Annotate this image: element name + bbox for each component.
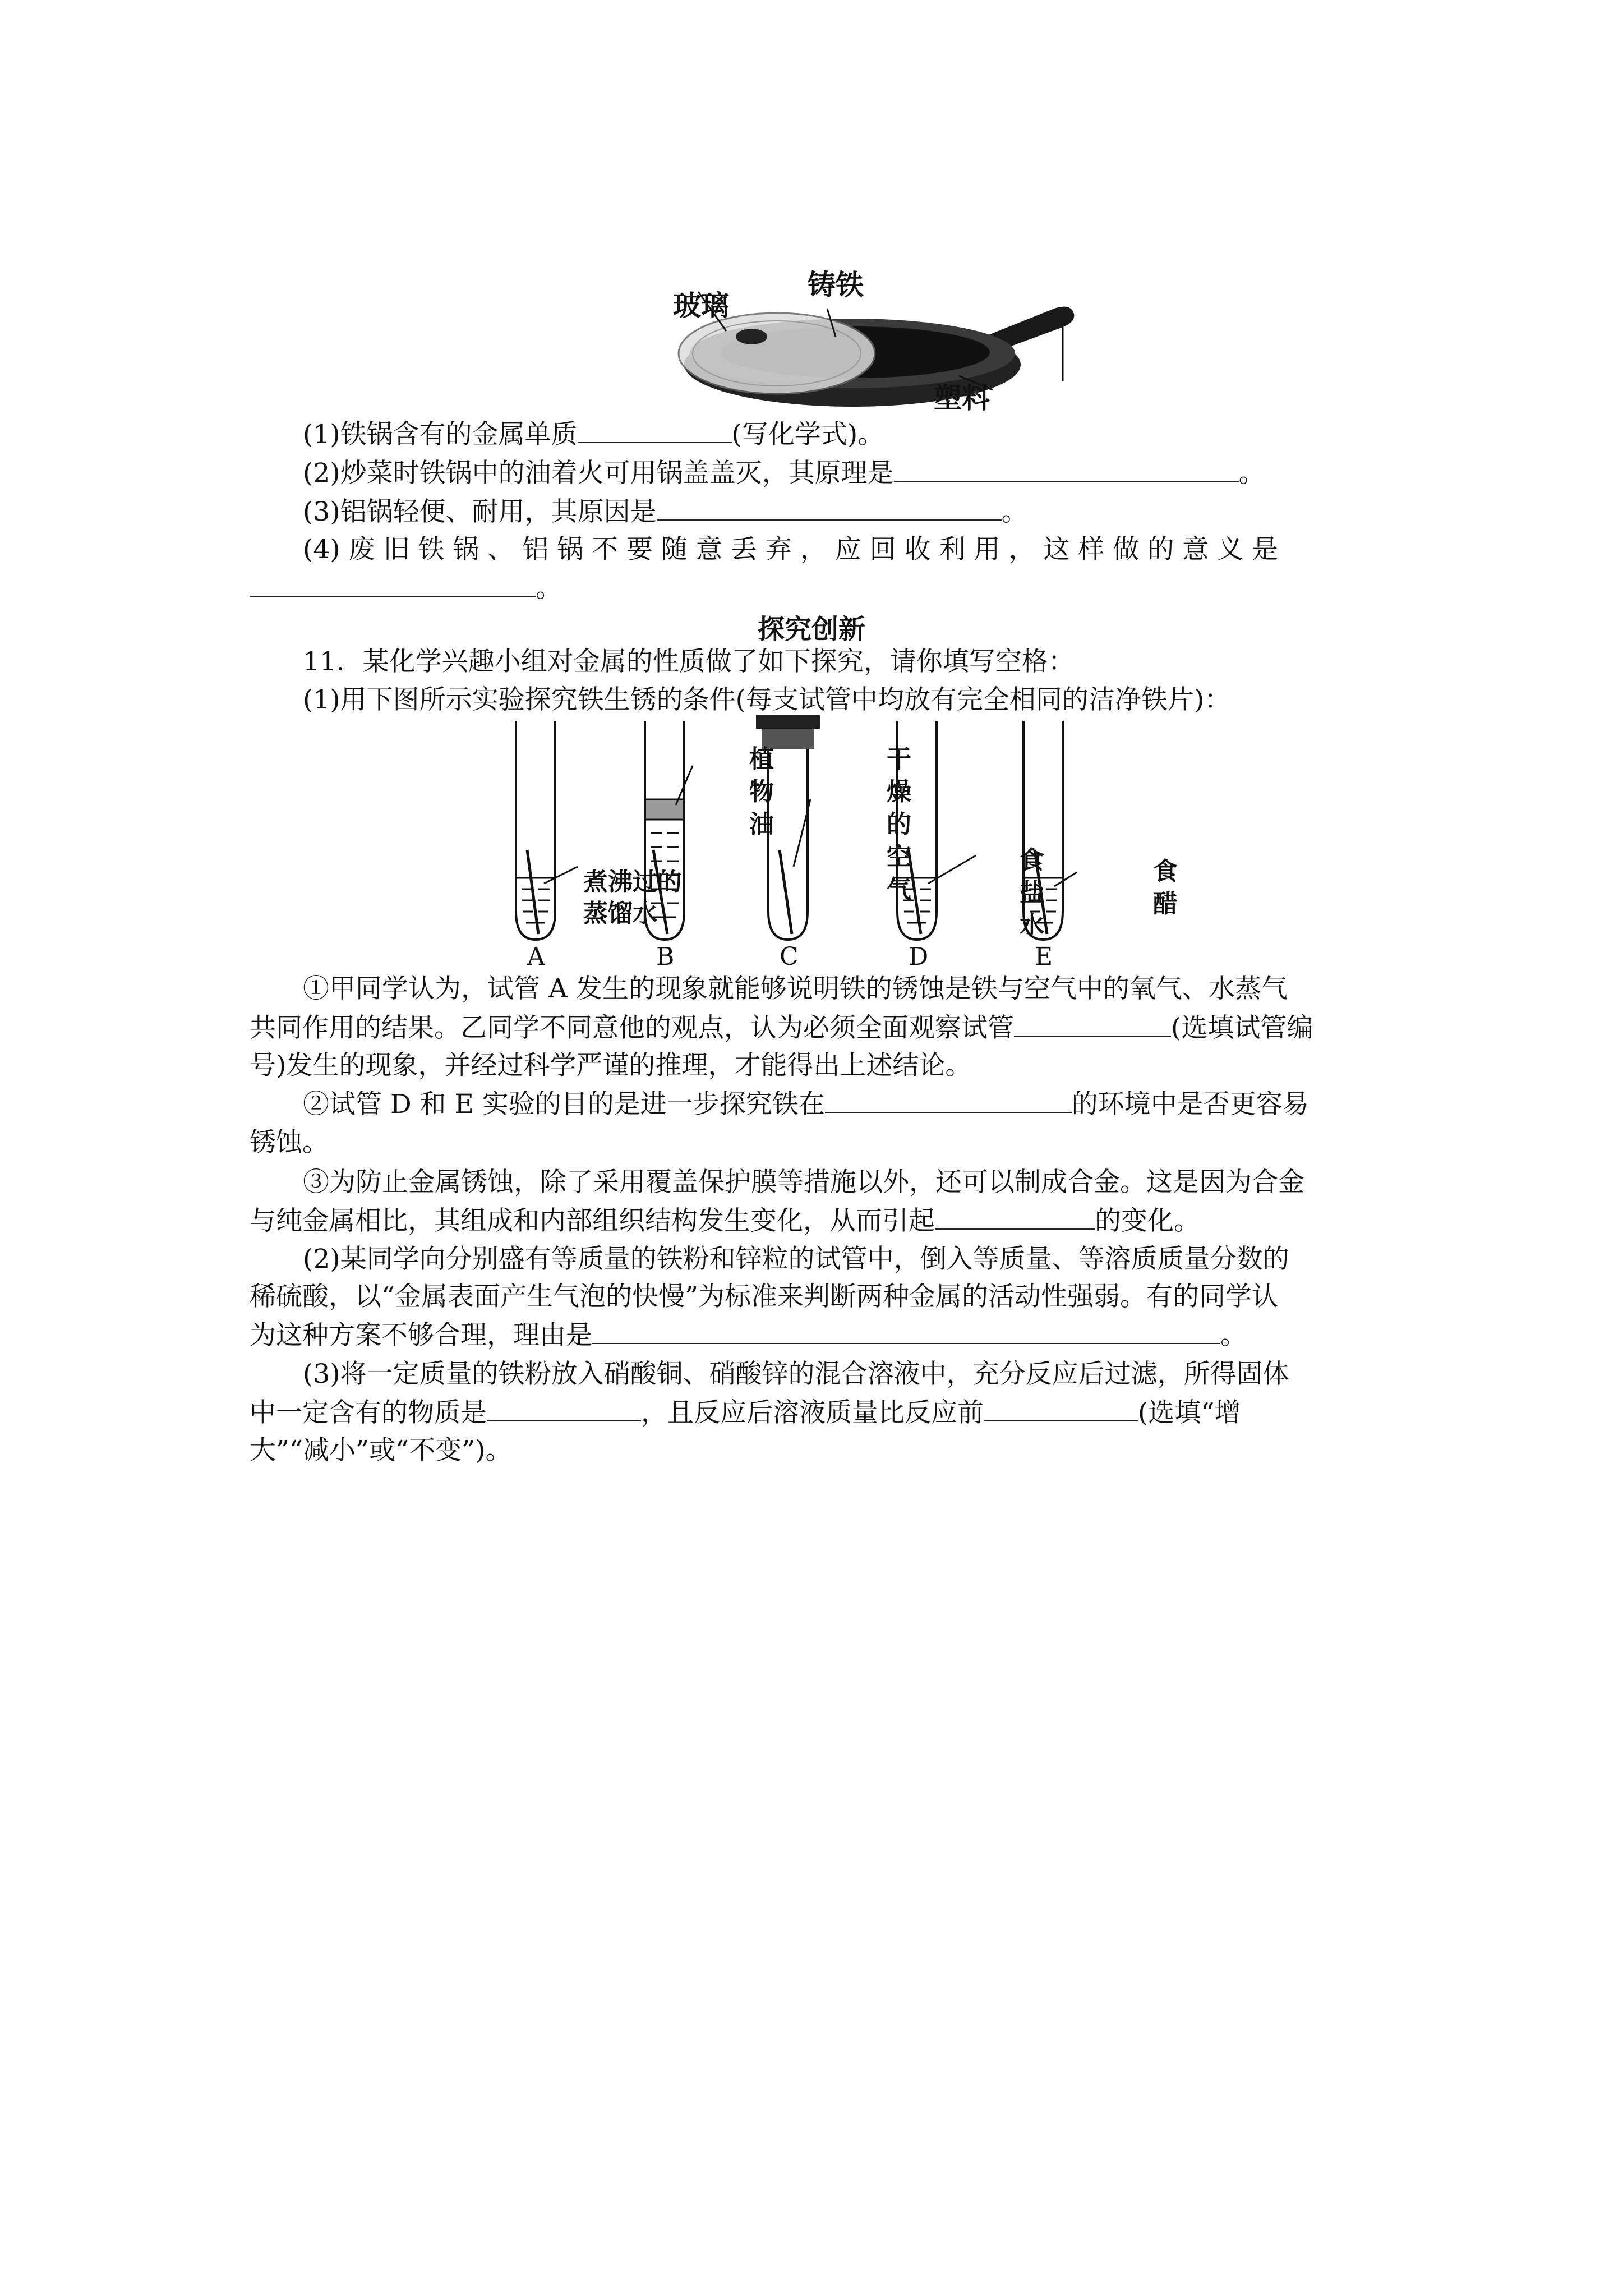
q11-p2-line1: (2)某同学向分别盛有等质量的铁粉和锌粒的试管中，倒入等质量、等溶质质量分数的 (303, 1244, 1289, 1274)
q11-p3-line3: 大”“减小”或“不变”)。 (250, 1435, 512, 1466)
answer-blank[interactable] (825, 1087, 1072, 1113)
answer-blank[interactable] (1014, 1011, 1171, 1037)
q11-p2-line3-text: 为这种方案不够合理，理由是 (250, 1320, 592, 1351)
frying-pan-illustration (667, 269, 1094, 415)
q11-s3-line2-text: 与纯金属相比，其组成和内部组织结构发生变化，从而引起 (250, 1205, 935, 1236)
tube-a-label (583, 867, 682, 930)
answer-blank[interactable] (250, 571, 536, 597)
q10-item-2 (303, 456, 1265, 490)
q11-s3-line1: ③为防止金属锈蚀，除了采用覆盖保护膜等措施以外，还可以制成合金。这是因为合金 (303, 1167, 1304, 1198)
answer-blank[interactable] (935, 1204, 1095, 1230)
q10-item-4 (303, 533, 1278, 567)
tube-e-label: 食醋 (1153, 857, 1178, 918)
tube-a-label-line1: 煮沸过的 (583, 868, 682, 896)
q11-p3-line2-mid: ，且反应后溶液质量比反应前 (641, 1397, 984, 1428)
section-title: 探究创新 (757, 614, 865, 645)
q10-item2-text: (2)炒菜时铁锅中的油着火可用锅盖盖灭，其原理是 (303, 458, 894, 489)
q11-s1-line1: ①甲同学认为，试管 A 发生的现象就能够说明铁的锈蚀是铁与空气中的氧气、水蒸气 (303, 973, 1288, 1004)
q11-p2-line3 (250, 1318, 1247, 1352)
q11-p2-line3-suffix: 。 (1220, 1320, 1247, 1351)
answer-blank[interactable] (657, 495, 1002, 521)
q10-item3-text: (3)铝锅轻便、耐用，其原因是 (303, 496, 657, 527)
label-glass: 玻璃 (673, 289, 729, 322)
q11-s2-line1 (303, 1087, 1309, 1121)
answer-blank[interactable] (984, 1396, 1138, 1421)
q11-s2-line1-text: ②试管 D 和 E 实验的目的是进一步探究铁在 (303, 1089, 825, 1120)
q10-item-3 (303, 495, 1028, 529)
q10-item2-suffix: 。 (1238, 458, 1265, 489)
answer-blank[interactable] (894, 456, 1239, 482)
q10-item-4-line2 (250, 571, 562, 605)
q10-item1-suffix: (写化学式)。 (731, 419, 884, 450)
tube-c-label: 干燥的空气 (887, 745, 911, 904)
test-tubes-illustration (482, 715, 1155, 984)
q11-s1-line2-suffix: (选填试管编 (1171, 1013, 1313, 1043)
tube-a-label-line2: 蒸馏水 (583, 899, 657, 928)
answer-blank[interactable] (592, 1318, 1220, 1344)
q10-item4-text: (4) 废 旧 铁 锅 、 铝 锅 不 要 随 意 丢 弃 ， 应 回 收 利 用 ， 这 样 做 的 意 义 是 (303, 534, 1278, 565)
q11-p2-line2: 稀硫酸，以“金属表面产生气泡的快慢”为标准来判断两种金属的活动性强弱。有的同学认 (250, 1281, 1279, 1312)
q11-p3-line2-text: 中一定含有的物质是 (250, 1397, 487, 1428)
q11-intro: 11．某化学兴趣小组对金属的性质做了如下探究，请你填写空格： (303, 646, 1075, 677)
label-plastic: 塑料 (934, 382, 990, 415)
q11-p3-line2-suffix: (选填“增 (1138, 1397, 1241, 1428)
q11-s3-line2 (250, 1204, 1200, 1238)
tube-d-label: 食盐水 (1020, 846, 1044, 940)
q11-p3-line1: (3)将一定质量的铁粉放入硝酸铜、硝酸锌的混合溶液中，充分反应后过滤，所得固体 (303, 1359, 1289, 1389)
tube-b-letter: B (656, 942, 675, 971)
tube-e-letter: E (1035, 942, 1053, 971)
tube-b-label: 植物油 (749, 745, 774, 839)
q11-s1-line2-text: 共同作用的结果。乙同学不同意他的观点，认为必须全面观察试管 (250, 1013, 1014, 1043)
tube-d-letter: D (909, 942, 929, 971)
q11-s1-line3: 号)发生的现象，并经过科学严谨的推理，才能得出上述结论。 (250, 1050, 972, 1081)
label-cast-iron: 铸铁 (808, 269, 864, 301)
q11-s3-line2-suffix: 的变化。 (1095, 1205, 1200, 1236)
answer-blank[interactable] (578, 417, 732, 443)
q10-item3-suffix: 。 (1001, 496, 1028, 527)
answer-blank[interactable] (487, 1396, 641, 1421)
tube-a-letter: A (527, 942, 545, 971)
tube-c-letter: C (780, 942, 799, 971)
q11-p3-line2 (250, 1396, 1241, 1430)
q11-part1: (1)用下图所示实验探究铁生锈的条件(每支试管中均放有完全相同的洁净铁片)： (303, 684, 1231, 715)
q10-item-1 (303, 417, 884, 452)
q11-s1-line2 (250, 1011, 1313, 1045)
q10-item4-suffix: 。 (536, 573, 562, 604)
q11-s2-line1-suffix: 的环境中是否更容易 (1071, 1089, 1309, 1120)
q10-item1-text: (1)铁锅含有的金属单质 (303, 419, 578, 450)
q11-s2-line2: 锈蚀。 (250, 1127, 329, 1158)
